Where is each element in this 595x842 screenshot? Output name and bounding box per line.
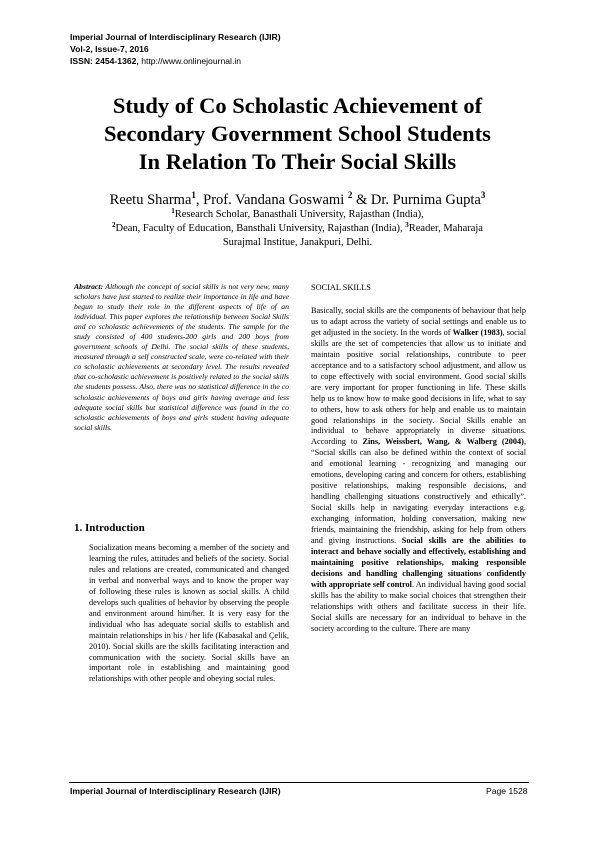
author-1-sup: 1: [191, 190, 196, 200]
affil-3-sup: 3: [405, 221, 409, 229]
affil-3-text-cont: Surajmal Institue, Janakpuri, Delhi.: [222, 237, 373, 248]
journal-volume: Vol-2, Issue-7, 2016: [70, 44, 149, 54]
introduction-heading: 1. Introduction: [74, 522, 145, 534]
journal-header: [70, 31, 281, 67]
journal-issn-line: [70, 55, 281, 67]
social-skills-definition: Social skills are the abilities to interact and behave socially and effectively, establishing and maintaining positive relationships, making responsible decisions and handling challenging situations confidently with appropriate self control: [311, 536, 526, 589]
social-skills-text-3: , “Social skills can also be defined within the context of social and emotional learning - recognizing and managing our emotions, developing caring and concern for others, establishing positive relationships, making responsible decisions, and handling challenging situations constructively and ethically”. Social skills help in navigating everyday interactions e.g. exchanging information, holding conversation, making new friends, maintaining the friendship, asking for help from others and giving instructions.: [311, 437, 526, 546]
title-line-1: Study of Co Scholastic Achievement of: [112, 93, 483, 118]
social-skills-heading: SOCIAL SKILLS: [311, 283, 371, 292]
social-skills-paragraph: [311, 306, 526, 635]
affil-3-text: Reader, Maharaja: [408, 223, 483, 234]
title-line-3: In Relation To Their Social Skills: [138, 149, 457, 174]
footer-page-number: Page 1528: [486, 786, 528, 796]
social-skills-text-1: Basically, social skills are the components of behaviour that help us to adapt across the variety of social settings and enable us to get adjusted in the society. In the words of: [311, 306, 526, 337]
affil-2-text: Dean, Faculty of Education, Bansthali University, Rajasthan (India),: [115, 223, 406, 234]
affil-1-sup: 1: [171, 207, 175, 215]
paper-title: [60, 92, 535, 176]
affiliation-line-3: [40, 236, 555, 250]
author-line: [40, 191, 555, 209]
affiliation-line-1: [40, 208, 555, 222]
journal-issn: ISSN: 2454-1362,: [70, 56, 139, 66]
author-2: , Prof. Vandana Goswami: [195, 192, 348, 208]
left-column: [74, 282, 289, 433]
citation-zins: Zins, Weissbert, Wang, & Walberg (2004): [362, 437, 524, 447]
author-3-sup: 3: [480, 190, 486, 200]
abstract-label: Abstract:: [74, 282, 104, 291]
journal-name: Imperial Journal of Interdisciplinary Research (IJIR): [70, 32, 281, 42]
introduction-paragraph: Socialization means becoming a member of the society and learning the rules, attitudes and beliefs of the society. Social rules and relations are created, communicated and changed in verbal and nonverbal ways and to know the proper way of following these rules is known as social skills. A child develops such qualities of behavior by observing the people and environment around him/her. It is very easy for the individual who has adequate social skills to establish and maintain relationships in his / her life (Kabasakal and Çelik, 2010). Social skills are the skills facilitating interaction and communication with the society. Social skills have an important role in establishing and maintaining good relationships with other people and obeying social rules.: [89, 543, 289, 684]
citation-walker: Walker (1983): [452, 327, 503, 337]
social-skills-text-2: , social skills are the set of competencies that allow us to initiate and maintain positive social relationships, contribute to peer acceptance and to a satisfactory school adjustment, and allow us to cope effectively with social environment. Good social skills are very important for proper functioning in life. These skills help us to know how to make good decisions in life, what to say to others, how to ask others for help and enable us to maintain good relationships in the society. Social Skills enable an individual to behave appropriately in diverse situations. According to: [311, 327, 526, 447]
abstract-text: Although the concept of social skills is not very new, many scholars have just started to realize their importance in life and have begun to study their role in the different aspects of life of an individual. This paper explores the relationship between Social Skills and co scholastic achievements of the students. The sample for the study consisted of 400 students-200 girls and 200 boys from government schools of Delhi. The social skills of these students, measured through a self constructed scale, were co-related with their co scholastic achievements at secondary level. The results revealed that co-scholastic achievement is positively related to the social skills the students possess. Also, there was no statistical difference in the co scholastic achievements of boys and girls having average and less adequate social skills but statistical difference was found in the co scholastic achievements of boys and girls student having adequate social skills.: [74, 282, 289, 432]
footer-divider: [69, 782, 529, 783]
footer-journal: Imperial Journal of Interdisciplinary Research (IJIR): [70, 786, 281, 796]
abstract: [74, 282, 289, 433]
title-line-2: Secondary Government School Students: [104, 121, 491, 146]
journal-url[interactable]: http://www.onlinejournal.in: [141, 56, 242, 66]
author-3: & Dr. Purnima Gupta: [352, 192, 481, 208]
author-1: Reetu Sharma: [109, 192, 192, 208]
social-skills-text-4: . An individual having good social skills has the ability to make social choices that strengthen their relationships with others and facilitate success in their life. Social skills are necessary for an individual to behave in the society according to the culture. There are many: [311, 579, 527, 633]
affil-2-sup: 2: [112, 221, 116, 229]
affil-1-text: Research Scholar, Banasthali University, Rajasthan (India),: [174, 209, 424, 220]
affiliation-line-2: [40, 222, 555, 236]
right-column: [311, 282, 526, 635]
author-2-sup: 2: [347, 190, 353, 200]
